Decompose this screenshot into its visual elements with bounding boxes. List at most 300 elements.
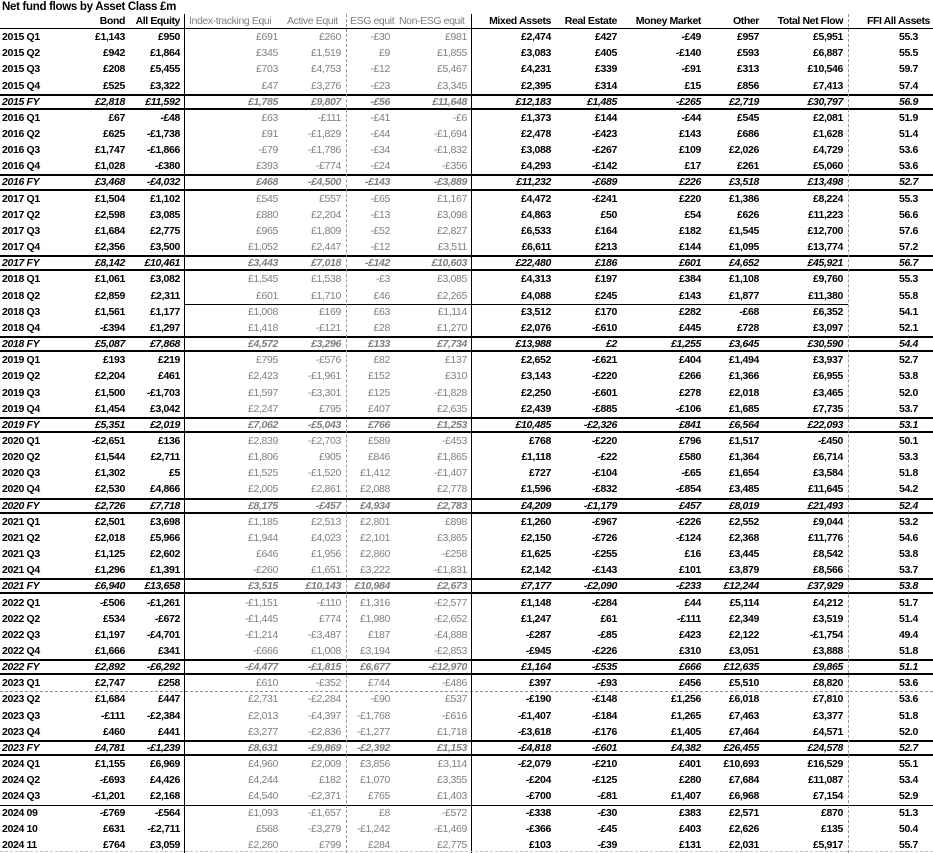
cell-non_esg_equity[interactable]: -£2,652 xyxy=(433,612,467,625)
cell-real_estate[interactable]: £170 xyxy=(595,305,617,318)
cell-real_estate[interactable]: -£726 xyxy=(591,531,617,544)
cell-bond[interactable]: £1,302 xyxy=(94,467,125,480)
cell-non_esg_equity[interactable]: £1,718 xyxy=(436,725,467,738)
cell-mixed_assets[interactable]: £1,148 xyxy=(520,596,551,609)
cell-money_market[interactable]: -£124 xyxy=(675,531,701,544)
cell-money_market[interactable]: £401 xyxy=(679,758,701,771)
cell-total_net_flow[interactable]: £3,377 xyxy=(812,709,843,722)
cell-real_estate[interactable]: -£220 xyxy=(591,434,617,447)
cell-bond[interactable]: £631 xyxy=(103,822,125,835)
cell-esg_equity[interactable]: -£12 xyxy=(370,63,390,76)
row-label[interactable]: 2018 FY xyxy=(2,338,40,351)
column-header-non_esg_equity[interactable]: Non-ESG equit xyxy=(399,15,465,27)
cell-mixed_assets[interactable]: £727 xyxy=(529,467,551,480)
cell-other[interactable]: £2,552 xyxy=(728,515,759,528)
cell-mixed_assets[interactable]: £4,313 xyxy=(520,273,551,286)
cell-all_equity[interactable]: -£672 xyxy=(154,612,180,625)
cell-non_esg_equity[interactable]: -£258 xyxy=(441,548,467,561)
cell-total_net_flow[interactable]: £30,590 xyxy=(807,338,843,351)
cell-money_market[interactable]: £44 xyxy=(684,596,701,609)
cell-bond[interactable]: £8,142 xyxy=(94,257,125,270)
cell-ffi_all_assets[interactable]: 50.1 xyxy=(898,434,918,447)
column-header-ffi_all_assets[interactable]: FFI All Assets xyxy=(866,15,930,27)
cell-bond[interactable]: £2,356 xyxy=(94,241,125,254)
cell-all_equity[interactable]: £7,718 xyxy=(149,499,180,512)
cell-other[interactable]: £1,095 xyxy=(728,241,759,254)
cell-esg_equity[interactable]: £125 xyxy=(368,386,390,399)
cell-index_tracking[interactable]: £1,785 xyxy=(247,95,278,108)
cell-esg_equity[interactable]: £1,316 xyxy=(359,596,390,609)
cell-ffi_all_assets[interactable]: 57.2 xyxy=(898,241,918,254)
cell-other[interactable]: £1,877 xyxy=(728,289,759,302)
cell-money_market[interactable]: £796 xyxy=(679,434,701,447)
cell-ffi_all_assets[interactable]: 57.6 xyxy=(898,224,918,237)
cell-ffi_all_assets[interactable]: 56.6 xyxy=(898,208,918,221)
cell-active_equity[interactable]: -£2,703 xyxy=(307,434,341,447)
cell-all_equity[interactable]: -£2,711 xyxy=(147,822,180,835)
cell-active_equity[interactable]: -£3,301 xyxy=(307,386,341,399)
cell-all_equity[interactable]: -£1,261 xyxy=(146,596,180,609)
cell-ffi_all_assets[interactable]: 53.6 xyxy=(898,144,918,157)
cell-ffi_all_assets[interactable]: 53.6 xyxy=(898,677,918,690)
cell-all_equity[interactable]: -£1,239 xyxy=(146,741,180,754)
cell-real_estate[interactable]: -£967 xyxy=(591,515,617,528)
cell-ffi_all_assets[interactable]: 52.9 xyxy=(898,790,918,803)
cell-non_esg_equity[interactable]: £1,114 xyxy=(437,305,467,318)
cell-other[interactable]: £1,654 xyxy=(728,467,759,480)
cell-active_equity[interactable]: £182 xyxy=(319,774,341,787)
cell-index_tracking[interactable]: £4,244 xyxy=(247,774,278,787)
cell-index_tracking[interactable]: -£260 xyxy=(252,564,278,577)
cell-other[interactable]: £3,518 xyxy=(728,176,759,189)
cell-all_equity[interactable]: £447 xyxy=(158,693,180,706)
cell-non_esg_equity[interactable]: £2,778 xyxy=(436,483,467,496)
cell-index_tracking[interactable]: £2,731 xyxy=(247,693,278,706)
cell-other[interactable]: £4,652 xyxy=(728,257,759,270)
row-label[interactable]: 2022 Q2 xyxy=(2,612,40,625)
cell-total_net_flow[interactable]: £6,714 xyxy=(812,451,843,464)
cell-ffi_all_assets[interactable]: 59.7 xyxy=(898,63,918,76)
row-label[interactable]: 2016 Q2 xyxy=(2,128,40,141)
cell-esg_equity[interactable]: £9 xyxy=(379,47,390,60)
cell-other[interactable]: £1,545 xyxy=(728,224,759,237)
cell-ffi_all_assets[interactable]: 51.7 xyxy=(898,596,918,609)
cell-active_equity[interactable]: -£3,487 xyxy=(307,628,341,641)
cell-total_net_flow[interactable]: £7,154 xyxy=(812,790,843,803)
row-label[interactable]: 2021 Q1 xyxy=(2,515,40,528)
cell-all_equity[interactable]: £4,426 xyxy=(149,774,180,787)
cell-total_net_flow[interactable]: £5,951 xyxy=(812,31,843,44)
cell-index_tracking[interactable]: £1,806 xyxy=(247,451,278,464)
cell-active_equity[interactable]: -£5,043 xyxy=(307,418,341,431)
cell-total_net_flow[interactable]: -£450 xyxy=(817,434,843,447)
cell-all_equity[interactable]: £1,102 xyxy=(149,192,180,205)
cell-index_tracking[interactable]: £965 xyxy=(256,224,278,237)
cell-esg_equity[interactable]: £8 xyxy=(379,806,390,819)
cell-non_esg_equity[interactable]: £1,855 xyxy=(436,47,467,60)
cell-real_estate[interactable]: £50 xyxy=(600,208,617,221)
cell-mixed_assets[interactable]: £13,988 xyxy=(515,338,551,351)
cell-bond[interactable]: £1,684 xyxy=(94,693,125,706)
cell-non_esg_equity[interactable]: £3,345 xyxy=(436,79,467,92)
cell-money_market[interactable]: -£65 xyxy=(681,467,701,480)
cell-real_estate[interactable]: £405 xyxy=(595,47,617,60)
cell-total_net_flow[interactable]: £24,578 xyxy=(807,741,843,754)
cell-real_estate[interactable]: -£241 xyxy=(591,192,617,205)
cell-other[interactable]: £10,693 xyxy=(723,758,759,771)
cell-money_market[interactable]: £280 xyxy=(679,774,701,787)
cell-other[interactable]: £2,368 xyxy=(728,531,759,544)
cell-real_estate[interactable]: -£2,326 xyxy=(583,418,617,431)
cell-real_estate[interactable]: £1,485 xyxy=(586,95,617,108)
cell-all_equity[interactable]: £441 xyxy=(158,725,180,738)
cell-total_net_flow[interactable]: £8,542 xyxy=(812,548,843,561)
cell-total_net_flow[interactable]: £870 xyxy=(821,806,843,819)
cell-total_net_flow[interactable]: £9,865 xyxy=(812,661,843,674)
cell-bond[interactable]: -£111 xyxy=(101,709,125,722)
cell-mixed_assets[interactable]: -£4,818 xyxy=(517,741,551,754)
cell-all_equity[interactable]: £2,775 xyxy=(149,224,180,237)
row-label[interactable]: 2020 Q3 xyxy=(2,467,40,480)
cell-mixed_assets[interactable]: £6,533 xyxy=(520,224,551,237)
cell-bond[interactable]: £1,544 xyxy=(94,451,125,464)
cell-index_tracking[interactable]: -£666 xyxy=(252,645,278,658)
cell-index_tracking[interactable]: £2,005 xyxy=(247,483,278,496)
cell-esg_equity[interactable]: -£142 xyxy=(364,257,390,270)
column-header-money_market[interactable]: Money Market xyxy=(635,15,701,27)
cell-active_equity[interactable]: -£121 xyxy=(315,321,341,334)
cell-bond[interactable]: £534 xyxy=(103,612,125,625)
row-label[interactable]: 2020 FY xyxy=(2,499,40,512)
cell-money_market[interactable]: -£111 xyxy=(677,612,701,625)
cell-ffi_all_assets[interactable]: 55.8 xyxy=(898,289,918,302)
cell-money_market[interactable]: £383 xyxy=(679,806,701,819)
cell-non_esg_equity[interactable]: £1,167 xyxy=(436,192,467,205)
cell-all_equity[interactable]: £461 xyxy=(158,370,180,383)
cell-mixed_assets[interactable]: -£700 xyxy=(525,790,551,803)
row-label[interactable]: 2016 Q4 xyxy=(2,160,40,173)
cell-index_tracking[interactable]: -£1,445 xyxy=(244,612,278,625)
cell-all_equity[interactable]: £950 xyxy=(158,31,180,44)
cell-esg_equity[interactable]: £133 xyxy=(368,338,390,351)
cell-bond[interactable]: -£769 xyxy=(99,806,125,819)
cell-esg_equity[interactable]: £2,088 xyxy=(359,483,390,496)
cell-real_estate[interactable]: -£423 xyxy=(591,128,617,141)
cell-total_net_flow[interactable]: £5,917 xyxy=(812,838,843,851)
cell-non_esg_equity[interactable]: £2,775 xyxy=(436,838,467,851)
cell-mixed_assets[interactable]: £12,183 xyxy=(515,95,551,108)
cell-mixed_assets[interactable]: -£2,079 xyxy=(517,758,551,771)
cell-other[interactable]: £7,684 xyxy=(728,774,759,787)
cell-real_estate[interactable]: -£267 xyxy=(591,144,617,157)
cell-all_equity[interactable]: £3,322 xyxy=(149,79,180,92)
cell-money_market[interactable]: £841 xyxy=(679,418,701,431)
cell-all_equity[interactable]: £10,461 xyxy=(144,257,180,270)
cell-mixed_assets[interactable]: £768 xyxy=(529,434,551,447)
cell-ffi_all_assets[interactable]: 50.4 xyxy=(898,822,918,835)
cell-mixed_assets[interactable]: £6,611 xyxy=(521,241,551,254)
cell-active_equity[interactable]: -£352 xyxy=(315,677,341,690)
cell-real_estate[interactable]: £197 xyxy=(595,273,617,286)
cell-mixed_assets[interactable]: £2,150 xyxy=(520,531,551,544)
cell-bond[interactable]: £5,087 xyxy=(94,338,125,351)
cell-other[interactable]: £545 xyxy=(737,111,759,124)
cell-other[interactable]: £3,051 xyxy=(728,645,759,658)
cell-index_tracking[interactable]: £880 xyxy=(256,208,278,221)
cell-money_market[interactable]: £278 xyxy=(679,386,701,399)
row-label[interactable]: 2016 Q3 xyxy=(2,144,40,157)
cell-other[interactable]: £3,879 xyxy=(728,564,759,577)
cell-index_tracking[interactable]: £3,277 xyxy=(247,725,278,738)
cell-active_equity[interactable]: £10,143 xyxy=(305,580,341,593)
cell-active_equity[interactable]: -£1,657 xyxy=(307,806,341,819)
cell-mixed_assets[interactable]: £1,625 xyxy=(520,548,551,561)
cell-ffi_all_assets[interactable]: 53.8 xyxy=(898,370,918,383)
cell-real_estate[interactable]: -£832 xyxy=(591,483,617,496)
cell-money_market[interactable]: £1,256 xyxy=(670,693,701,706)
cell-bond[interactable]: £1,061 xyxy=(94,273,125,286)
cell-active_equity[interactable]: £1,651 xyxy=(310,564,341,577)
cell-active_equity[interactable]: -£457 xyxy=(315,499,341,512)
cell-total_net_flow[interactable]: £6,352 xyxy=(812,305,843,318)
cell-mixed_assets[interactable]: £2,250 xyxy=(520,386,551,399)
cell-real_estate[interactable]: -£85 xyxy=(597,628,617,641)
cell-bond[interactable]: £625 xyxy=(103,128,125,141)
cell-all_equity[interactable]: £7,868 xyxy=(149,338,180,351)
cell-non_esg_equity[interactable]: -£453 xyxy=(441,434,467,447)
cell-mixed_assets[interactable]: £1,596 xyxy=(520,483,551,496)
cell-esg_equity[interactable]: £1,980 xyxy=(359,612,390,625)
row-label[interactable]: 2020 Q4 xyxy=(2,483,40,496)
cell-total_net_flow[interactable]: £2,081 xyxy=(812,111,843,124)
cell-mixed_assets[interactable]: -£204 xyxy=(525,774,551,787)
cell-total_net_flow[interactable]: £7,810 xyxy=(812,693,843,706)
cell-other[interactable]: £6,564 xyxy=(728,418,759,431)
cell-bond[interactable]: £942 xyxy=(103,47,125,60)
cell-money_market[interactable]: £16 xyxy=(684,548,701,561)
cell-active_equity[interactable]: £799 xyxy=(319,838,341,851)
cell-non_esg_equity[interactable]: £310 xyxy=(445,370,467,383)
cell-all_equity[interactable]: £1,177 xyxy=(149,305,180,318)
cell-other[interactable]: £26,455 xyxy=(723,741,759,754)
cell-active_equity[interactable]: -£111 xyxy=(317,111,341,124)
cell-index_tracking[interactable]: £1,418 xyxy=(247,321,278,334)
cell-index_tracking[interactable]: £1,052 xyxy=(247,241,278,254)
cell-active_equity[interactable]: £1,008 xyxy=(310,645,341,658)
row-label[interactable]: 2024 Q1 xyxy=(2,758,40,771)
row-label[interactable]: 2020 Q2 xyxy=(2,451,40,464)
column-header-other[interactable]: Other xyxy=(732,15,759,27)
cell-real_estate[interactable]: -£689 xyxy=(591,176,617,189)
cell-other[interactable]: £957 xyxy=(737,31,759,44)
cell-index_tracking[interactable]: £795 xyxy=(256,354,278,367)
cell-index_tracking[interactable]: £545 xyxy=(256,192,278,205)
row-label[interactable]: 2018 Q4 xyxy=(2,321,40,334)
cell-real_estate[interactable]: -£142 xyxy=(591,160,617,173)
cell-money_market[interactable]: £282 xyxy=(679,305,701,318)
cell-all_equity[interactable]: £6,969 xyxy=(149,758,180,771)
row-label[interactable]: 2022 Q3 xyxy=(2,628,40,641)
row-label[interactable]: 2018 Q3 xyxy=(2,305,40,318)
cell-non_esg_equity[interactable]: £3,511 xyxy=(437,241,467,254)
cell-non_esg_equity[interactable]: -£2,853 xyxy=(433,645,467,658)
row-label[interactable]: 2024 Q3 xyxy=(2,790,40,803)
cell-esg_equity[interactable]: £63 xyxy=(373,305,390,318)
cell-total_net_flow[interactable]: £11,380 xyxy=(808,289,843,302)
cell-total_net_flow[interactable]: £4,571 xyxy=(812,725,843,738)
cell-bond[interactable]: £1,155 xyxy=(94,758,125,771)
cell-bond[interactable]: -£693 xyxy=(99,774,125,787)
cell-bond[interactable]: £1,561 xyxy=(94,305,125,318)
cell-bond[interactable]: £1,500 xyxy=(94,386,125,399)
cell-index_tracking[interactable]: £1,185 xyxy=(247,515,278,528)
cell-total_net_flow[interactable]: £16,529 xyxy=(807,758,843,771)
cell-index_tracking[interactable]: £8,175 xyxy=(247,499,278,512)
cell-all_equity[interactable]: -£2,384 xyxy=(146,709,180,722)
cell-all_equity[interactable]: -£1,866 xyxy=(146,144,180,157)
cell-esg_equity[interactable]: £1,412 xyxy=(359,467,390,480)
cell-bond[interactable]: £1,125 xyxy=(94,548,125,561)
cell-mixed_assets[interactable]: £103 xyxy=(529,838,551,851)
row-label[interactable]: 2024 Q2 xyxy=(2,774,40,787)
cell-bond[interactable]: -£2,651 xyxy=(91,434,125,447)
cell-other[interactable]: £2,026 xyxy=(728,144,759,157)
cell-mixed_assets[interactable]: £3,512 xyxy=(520,305,551,318)
cell-money_market[interactable]: £54 xyxy=(684,208,701,221)
row-label[interactable]: 2019 Q2 xyxy=(2,370,40,383)
cell-esg_equity[interactable]: -£1,242 xyxy=(356,822,390,835)
row-label[interactable]: 2015 Q3 xyxy=(2,63,40,76)
cell-total_net_flow[interactable]: £11,087 xyxy=(808,774,843,787)
cell-real_estate[interactable]: -£601 xyxy=(591,386,617,399)
row-label[interactable]: 2022 Q4 xyxy=(2,645,40,658)
row-label[interactable]: 2023 Q3 xyxy=(2,709,40,722)
cell-other[interactable]: £626 xyxy=(737,208,759,221)
cell-non_esg_equity[interactable]: £10,603 xyxy=(431,257,467,270)
cell-real_estate[interactable]: -£226 xyxy=(591,645,617,658)
cell-index_tracking[interactable]: £1,545 xyxy=(247,273,278,286)
cell-ffi_all_assets[interactable]: 53.2 xyxy=(898,515,918,528)
cell-ffi_all_assets[interactable]: 54.2 xyxy=(898,483,918,496)
cell-bond[interactable]: £2,598 xyxy=(94,208,125,221)
cell-real_estate[interactable]: -£184 xyxy=(591,709,617,722)
cell-total_net_flow[interactable]: £3,937 xyxy=(812,354,843,367)
cell-esg_equity[interactable]: -£1,277 xyxy=(356,725,390,738)
cell-index_tracking[interactable]: £91 xyxy=(261,128,278,141)
cell-real_estate[interactable]: -£255 xyxy=(591,548,617,561)
cell-active_equity[interactable]: £3,276 xyxy=(310,79,341,92)
cell-ffi_all_assets[interactable]: 53.7 xyxy=(898,402,918,415)
cell-mixed_assets[interactable]: £11,232 xyxy=(516,176,551,189)
cell-total_net_flow[interactable]: £30,797 xyxy=(807,95,843,108)
cell-ffi_all_assets[interactable]: 53.3 xyxy=(898,451,918,464)
cell-mixed_assets[interactable]: £1,260 xyxy=(520,515,551,528)
cell-all_equity[interactable]: £258 xyxy=(158,677,180,690)
cell-all_equity[interactable]: £2,602 xyxy=(149,548,180,561)
row-label[interactable]: 2021 Q2 xyxy=(2,531,40,544)
cell-ffi_all_assets[interactable]: 51.8 xyxy=(898,467,918,480)
row-label[interactable]: 2016 FY xyxy=(2,176,40,189)
cell-esg_equity[interactable]: £4,934 xyxy=(359,499,390,512)
cell-other[interactable]: £2,571 xyxy=(728,806,759,819)
cell-ffi_all_assets[interactable]: 52.0 xyxy=(898,386,918,399)
cell-non_esg_equity[interactable]: £3,114 xyxy=(437,758,467,771)
cell-all_equity[interactable]: -£1,703 xyxy=(146,386,180,399)
cell-non_esg_equity[interactable]: £2,673 xyxy=(436,580,467,593)
cell-real_estate[interactable]: -£125 xyxy=(591,774,617,787)
cell-index_tracking[interactable]: -£79 xyxy=(258,144,278,157)
column-header-real_estate[interactable]: Real Estate xyxy=(564,15,617,27)
row-label[interactable]: 2024 10 xyxy=(2,822,38,835)
cell-non_esg_equity[interactable]: £11,648 xyxy=(432,95,467,108)
cell-mixed_assets[interactable]: £2,076 xyxy=(520,321,551,334)
cell-bond[interactable]: -£506 xyxy=(99,596,125,609)
cell-ffi_all_assets[interactable]: 55.3 xyxy=(898,273,918,286)
row-label[interactable]: 2023 FY xyxy=(2,741,40,754)
cell-bond[interactable]: £1,454 xyxy=(94,402,125,415)
cell-index_tracking[interactable]: £393 xyxy=(256,160,278,173)
cell-ffi_all_assets[interactable]: 51.3 xyxy=(898,806,918,819)
cell-non_esg_equity[interactable]: £2,265 xyxy=(436,289,467,302)
cell-mixed_assets[interactable]: £3,088 xyxy=(520,144,551,157)
cell-esg_equity[interactable]: £1,070 xyxy=(359,774,390,787)
cell-ffi_all_assets[interactable]: 51.4 xyxy=(898,128,918,141)
cell-other[interactable]: £1,494 xyxy=(728,354,759,367)
cell-index_tracking[interactable]: £4,960 xyxy=(247,758,278,771)
cell-active_equity[interactable]: £1,519 xyxy=(310,47,341,60)
cell-non_esg_equity[interactable]: -£6 xyxy=(452,111,467,124)
cell-real_estate[interactable]: £186 xyxy=(595,257,617,270)
cell-index_tracking[interactable]: £3,443 xyxy=(247,257,278,270)
cell-all_equity[interactable]: -£564 xyxy=(154,806,180,819)
cell-mixed_assets[interactable]: £4,863 xyxy=(520,208,551,221)
cell-ffi_all_assets[interactable]: 54.1 xyxy=(898,305,918,318)
cell-index_tracking[interactable]: £2,423 xyxy=(247,370,278,383)
cell-mixed_assets[interactable]: £2,439 xyxy=(520,402,551,415)
row-label[interactable]: 2022 FY xyxy=(2,661,40,674)
cell-bond[interactable]: £764 xyxy=(103,838,125,851)
cell-all_equity[interactable]: £4,866 xyxy=(149,483,180,496)
cell-real_estate[interactable]: £314 xyxy=(595,79,617,92)
cell-index_tracking[interactable]: £7,062 xyxy=(247,418,278,431)
cell-ffi_all_assets[interactable]: 52.7 xyxy=(898,176,918,189)
cell-bond[interactable]: -£394 xyxy=(99,321,125,334)
cell-other[interactable]: £1,364 xyxy=(728,451,759,464)
cell-mixed_assets[interactable]: £1,164 xyxy=(520,661,551,674)
cell-other[interactable]: £6,968 xyxy=(728,790,759,803)
row-label[interactable]: 2019 Q4 xyxy=(2,402,40,415)
cell-money_market[interactable]: £101 xyxy=(679,564,701,577)
row-label[interactable]: 2020 Q1 xyxy=(2,434,40,447)
cell-bond[interactable]: £2,818 xyxy=(94,95,125,108)
cell-index_tracking[interactable]: £1,944 xyxy=(247,531,278,544)
cell-active_equity[interactable]: £774 xyxy=(319,612,341,625)
cell-mixed_assets[interactable]: £2,395 xyxy=(520,79,551,92)
cell-money_market[interactable]: £4,382 xyxy=(670,741,701,754)
cell-non_esg_equity[interactable]: -£4,888 xyxy=(433,628,467,641)
cell-non_esg_equity[interactable]: £3,355 xyxy=(436,774,467,787)
cell-esg_equity[interactable]: -£56 xyxy=(370,95,390,108)
cell-esg_equity[interactable]: £28 xyxy=(373,321,390,334)
cell-active_equity[interactable]: -£2,371 xyxy=(307,790,341,803)
cell-esg_equity[interactable]: £407 xyxy=(368,402,390,415)
cell-total_net_flow[interactable]: £135 xyxy=(821,822,843,835)
cell-esg_equity[interactable]: £3,856 xyxy=(359,758,390,771)
cell-mixed_assets[interactable]: £1,247 xyxy=(520,612,551,625)
cell-ffi_all_assets[interactable]: 51.8 xyxy=(898,709,918,722)
cell-other[interactable]: £5,510 xyxy=(728,677,759,690)
cell-total_net_flow[interactable]: £21,493 xyxy=(807,499,843,512)
